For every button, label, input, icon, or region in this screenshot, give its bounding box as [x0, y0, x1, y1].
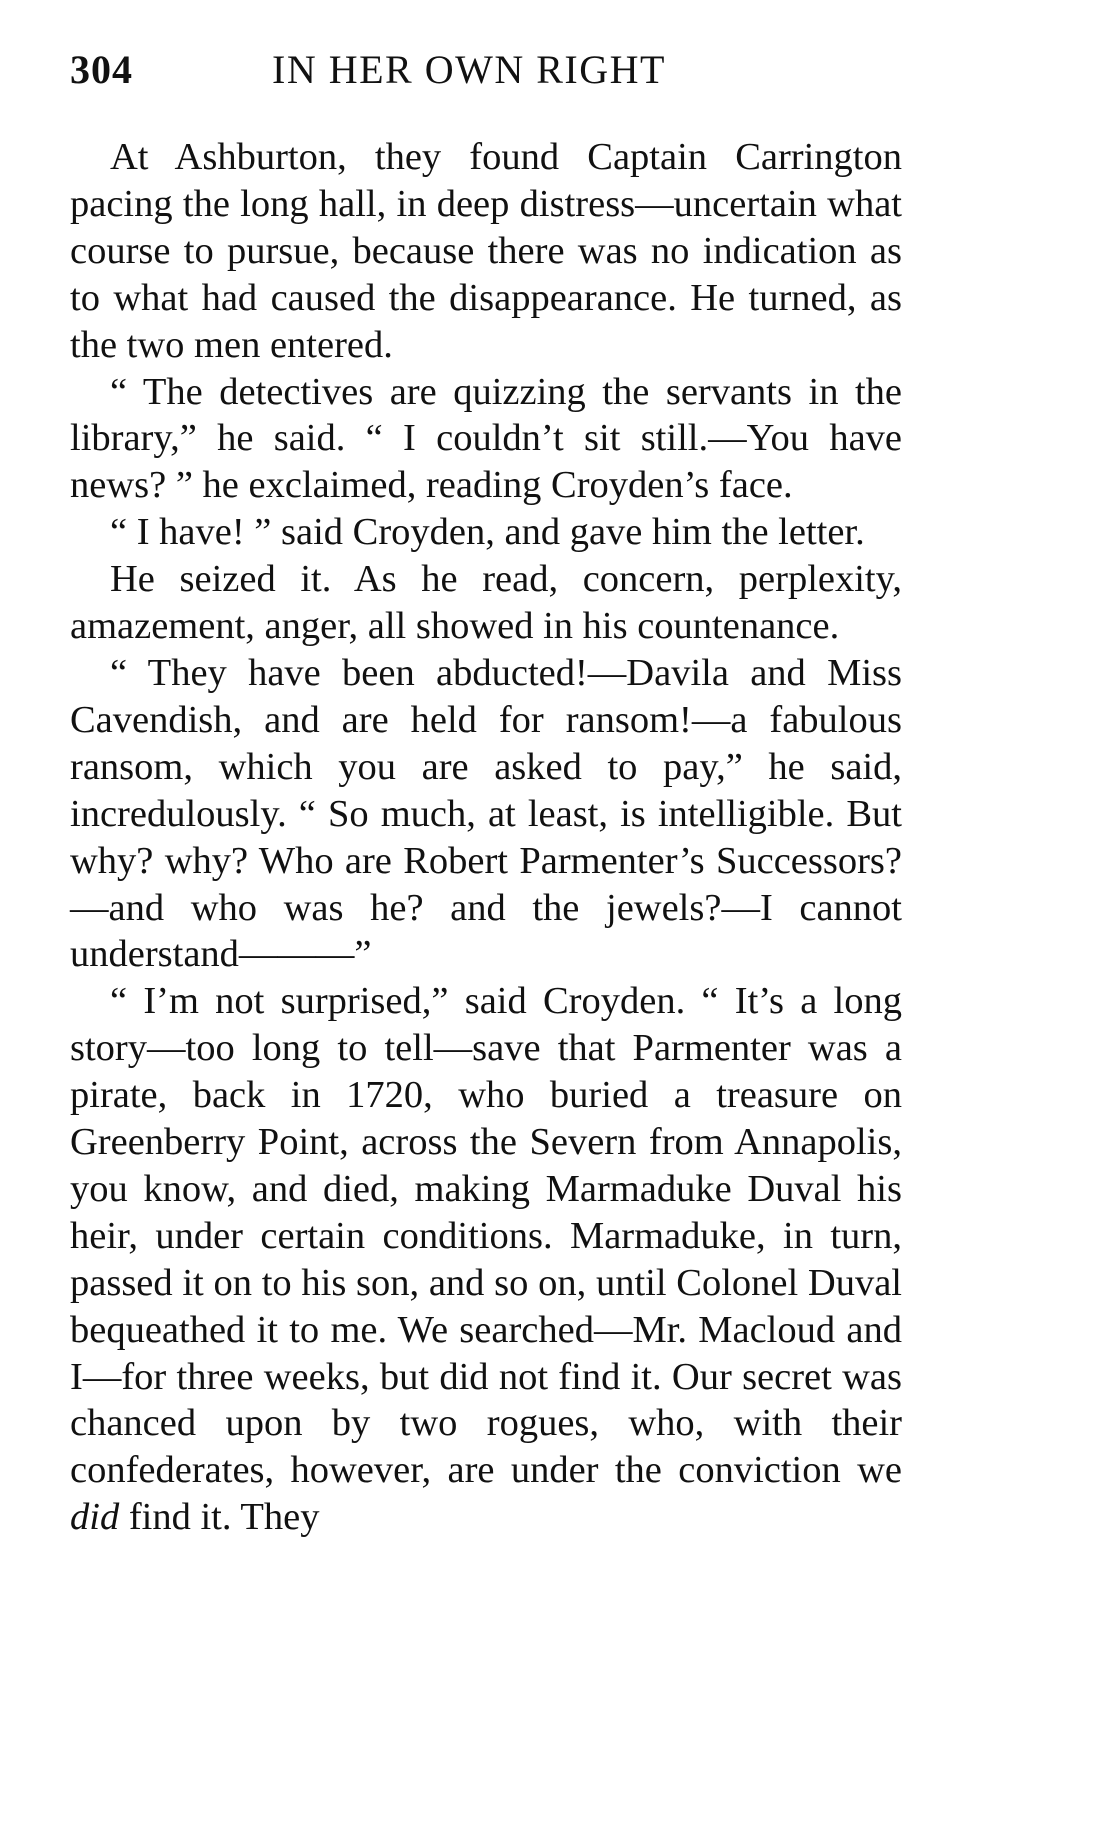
paragraph-letter: “ I have! ” said Croyden, and gave him the letter.: [110, 511, 865, 554]
paragraph-reaction: He seized it. As he read, concern, perplexity, amazement, anger, all showed in his countenance.: [70, 558, 902, 648]
running-title: IN HER OWN RIGHT: [272, 47, 666, 92]
paragraph-abducted: “ They have been abducted!—Davila and Miss Cavendish, and are held for ransom!—a fabulous ransom, which you are asked to pay,” he said, incredulously. “ So much, at least, is intelligible. But why? why? Who are Robert Parmenter’s Successors?—and who was he? and the jewels?—I cannot understand———”: [70, 651, 902, 976]
page-number: 304: [70, 47, 133, 92]
paragraph-story: [70, 978, 902, 1541]
paragraph-arrival: At Ashburton, they found Captain Carrington pacing the long hall, in deep distress—uncertain what course to pursue, because there was no indication as to what had caused the disappearance. He turned, as the two men entered.: [70, 136, 902, 366]
story-text-after: find it. They: [119, 1496, 320, 1539]
paragraph-detectives: “ The detectives are quizzing the servants in the library,” he said. “ I couldn’t sit still.—You have news? ” he exclaimed, reading Croyden’s face.: [70, 370, 902, 507]
story-emphasis: did: [70, 1496, 120, 1539]
page-header: [70, 42, 950, 98]
body-text: [70, 134, 902, 1541]
story-text-before: “ I’m not surprised,” said Croyden. “ It’s a long story—too long to tell—save that Parmenter was a pirate, back in 1720, who buried a treasure on Greenberry Point, across the Severn from Annapolis, you know, and died, making Marmaduke Duval his heir, under certain conditions. Marmaduke, in turn, passed it on to his son, and so on, until Colonel Duval bequeathed it to me. We searched—Mr. Macloud and I—for three weeks, but did not find it. Our secret was chanced upon by two rogues, who, with their confederates, however, are under the conviction we: [70, 980, 902, 1492]
